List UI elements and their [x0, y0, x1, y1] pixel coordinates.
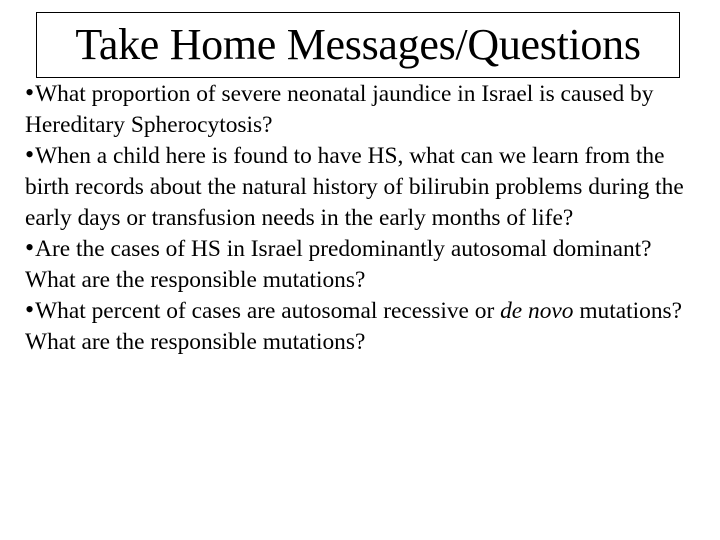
bullet-item	[25, 296, 695, 358]
bullet-item	[25, 79, 695, 141]
bullet-text: What percent of cases are autosomal recessive or	[35, 298, 501, 324]
bullet-text-italic: de novo	[500, 298, 574, 324]
bullet-list	[25, 79, 695, 358]
bullet-icon: •	[25, 78, 35, 107]
page-title: Take Home Messages/Questions	[75, 20, 641, 69]
bullet-text: When a child here is found to have HS, what can we learn from the birth records about the natural history of bilirubin problems during the early days or transfusion needs in the early months of life?	[25, 143, 684, 231]
bullet-icon: •	[25, 233, 35, 262]
bullet-item	[25, 234, 695, 296]
bullet-icon: •	[25, 295, 35, 324]
bullet-text: What proportion of severe neonatal jaundice in Israel is caused by Hereditary Spherocytosis?	[25, 81, 654, 138]
bullet-item	[25, 141, 695, 234]
bullet-text: Are the cases of HS in Israel predominantly autosomal dominant? What are the responsible mutations?	[25, 236, 652, 293]
bullet-icon: •	[25, 140, 35, 169]
bullet-text: mutations? What are the responsible mutations?	[25, 298, 683, 355]
title-box	[36, 12, 680, 78]
